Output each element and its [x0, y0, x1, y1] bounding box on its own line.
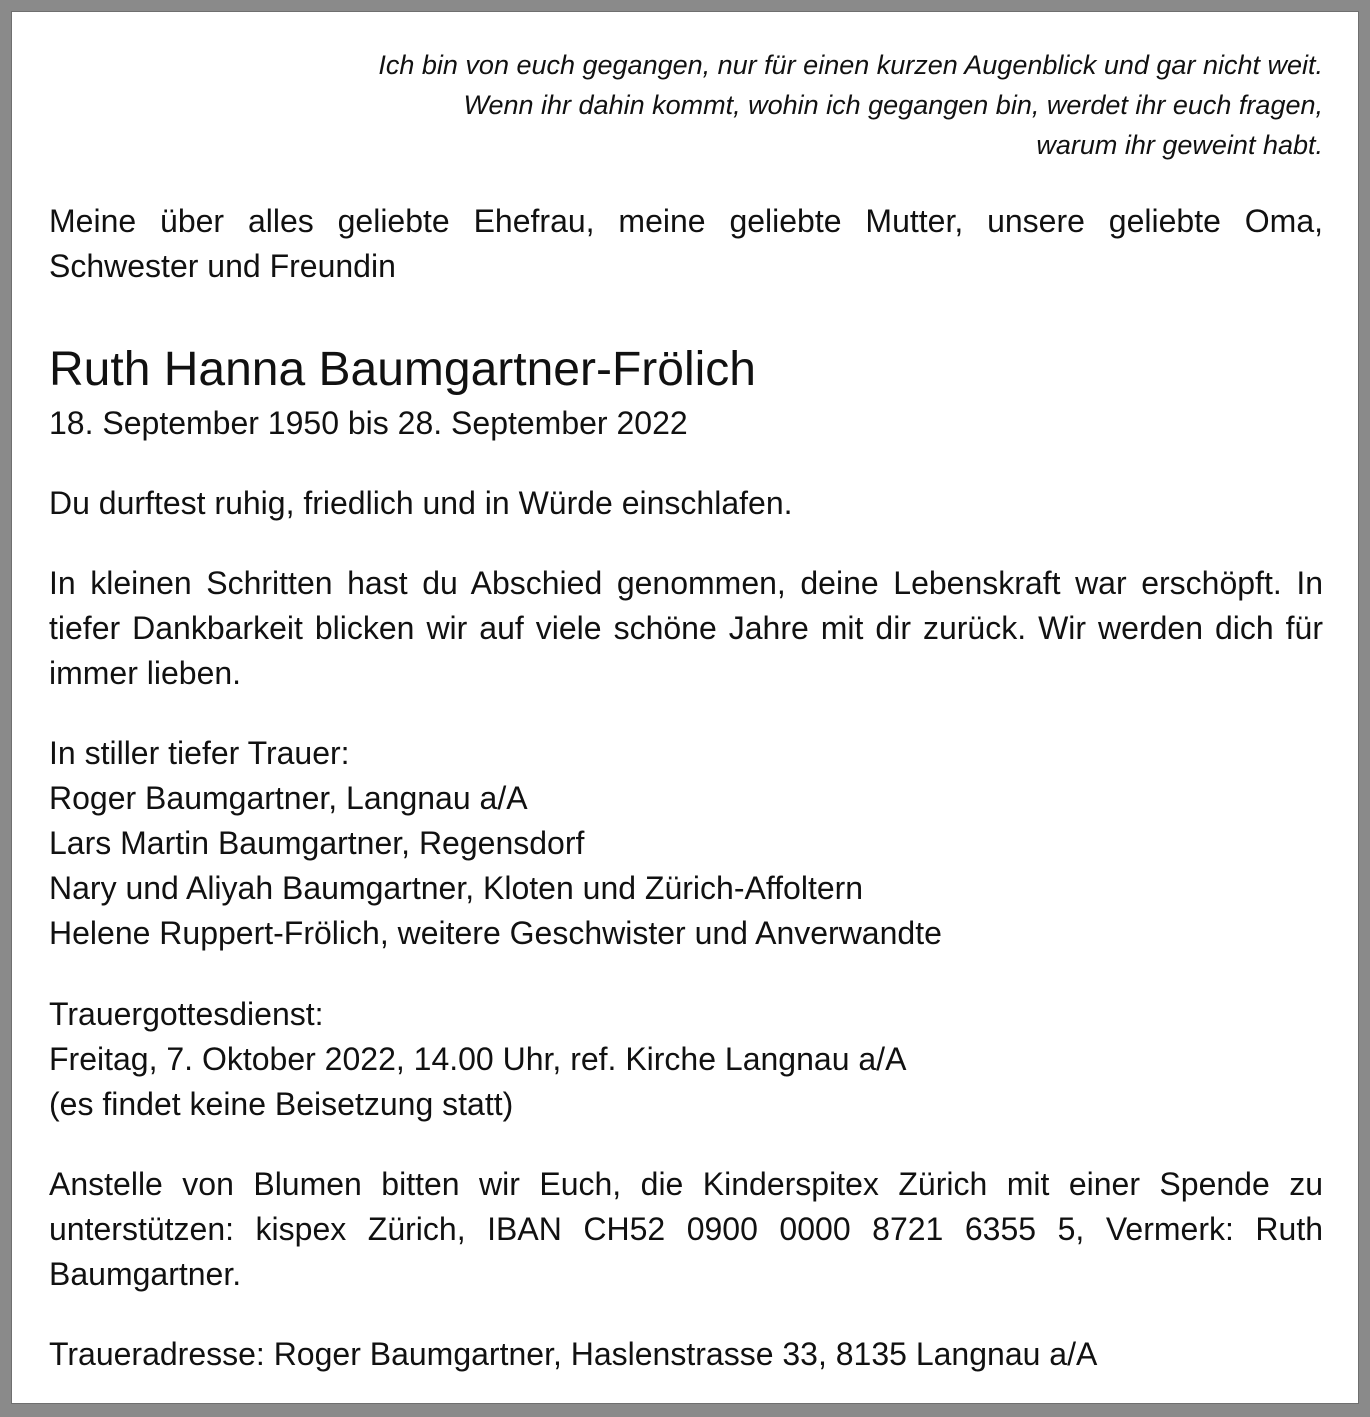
farewell-text: Du durftest ruhig, friedlich und in Würde einschlafen. [49, 485, 793, 521]
intro-text: Meine über alles geliebte Ehefrau, meine geliebte Mutter, unsere geliebte Oma, Schwester und Freundin [49, 203, 1323, 284]
life-dates: 18. September 1950 bis 28. September 2022 [49, 405, 688, 441]
opening-quote [49, 45, 1323, 165]
message-text: In kleinen Schritten hast du Abschied genommen, deine Lebenskraft war erschöpft. In tiefer Dankbarkeit blicken wir auf viele schöne Jahre mit dir zurück. Wir werden dich für immer lieben. [49, 565, 1323, 691]
service-heading: Trauergottesdienst: [49, 996, 324, 1032]
mourning-address: Traueradresse: Roger Baumgartner, Haslenstrasse 33, 8135 Langnau a/A [49, 1336, 1098, 1372]
mourners-section [49, 731, 1323, 956]
quote-line: warum ihr geweint habt. [1036, 130, 1323, 160]
mourner-name: Lars Martin Baumgartner, Regensdorf [49, 825, 585, 861]
service-section [49, 992, 1323, 1127]
mourner-name: Helene Ruppert-Frölich, weitere Geschwister und Anverwandte [49, 915, 942, 951]
deceased-name: Ruth Hanna Baumgartner-Frölich [49, 343, 756, 396]
mourner-name: Nary und Aliyah Baumgartner, Kloten und Zürich-Affoltern [49, 870, 864, 906]
mourners-heading: In stiller tiefer Trauer: [49, 735, 350, 771]
mourner-name: Roger Baumgartner, Langnau a/A [49, 780, 528, 816]
quote-line: Ich bin von euch gegangen, nur für einen kurzen Augenblick und gar nicht weit. [378, 50, 1323, 80]
obituary-notice [11, 11, 1359, 1404]
quote-line: Wenn ihr dahin kommt, wohin ich gegangen bin, werdet ihr euch fragen, [463, 90, 1323, 120]
donation-text: Anstelle von Blumen bitten wir Euch, die Kinderspitex Zürich mit einer Spende zu unterstützen: kispex Zürich, IBAN CH52 0900 0000 8721 6355 5, Vermerk: Ruth Baumgartner. [49, 1166, 1323, 1292]
service-note: (es findet keine Beisetzung statt) [49, 1086, 514, 1122]
service-details: Freitag, 7. Oktober 2022, 14.00 Uhr, ref. Kirche Langnau a/A [49, 1041, 907, 1077]
